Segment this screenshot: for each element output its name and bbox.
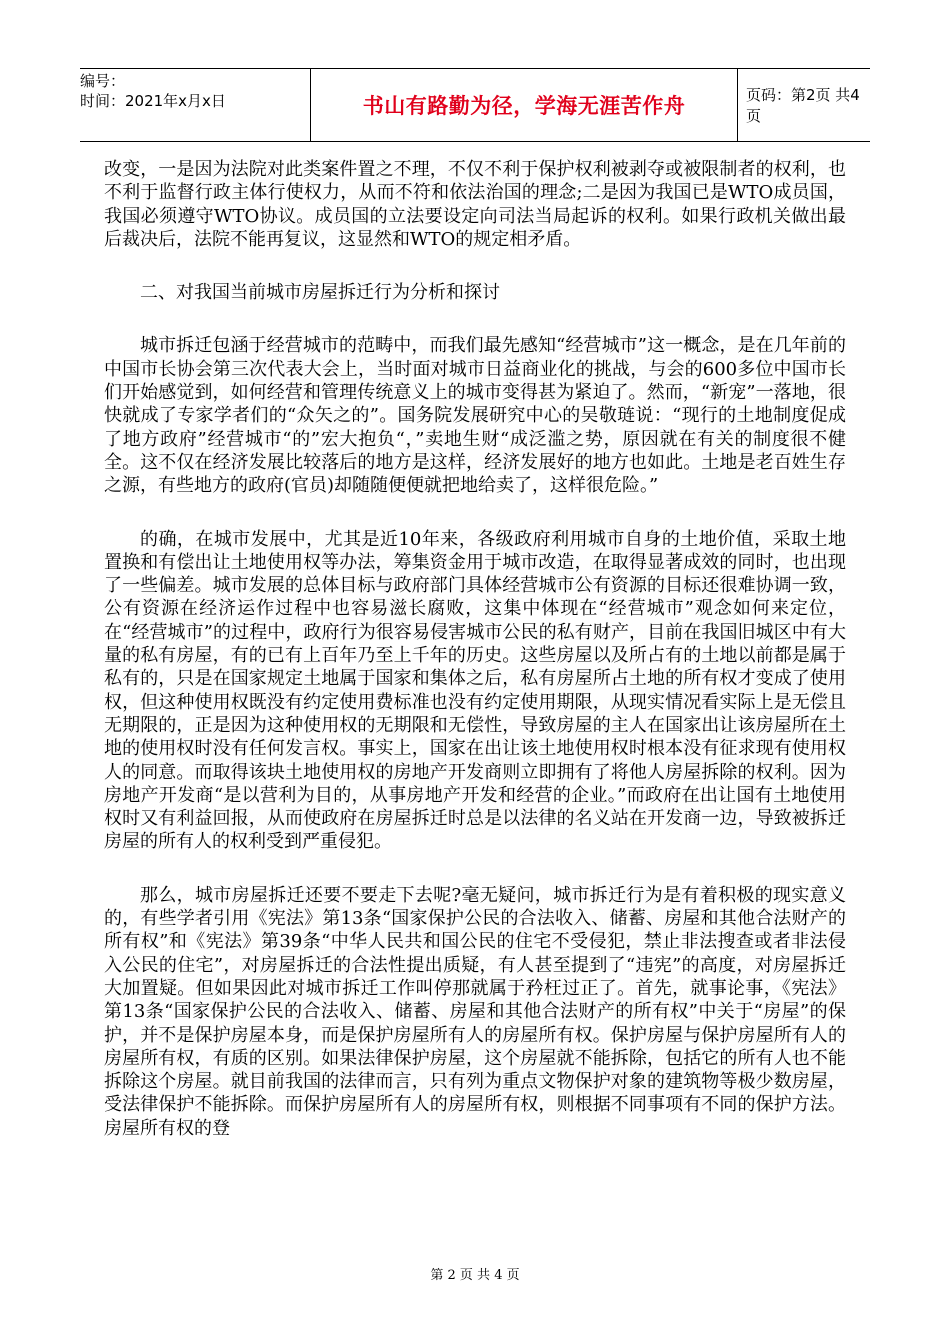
paragraph-continuation: 改变，一是因为法院对此类案件置之不理，不仅不利于保护权利被剥夺或被限制者的权利，也不利于监督行政主体行使权力，从而不符和依法治国的理念;二是因为我国已是WTO成员国，我国必须遵守WTO协议。成员国的立法要设定向司法当局起诉的权利。如果行政机关做出最后裁决后，法院不能再复议，这显然和WTO的规定相矛盾。 — [104, 159, 846, 250]
document-body — [104, 158, 846, 1170]
header-meta — [80, 69, 310, 141]
page-header — [80, 68, 870, 142]
header-motto-cell — [310, 69, 738, 141]
page-footer: 第 2 页 共 4 页 — [430, 1268, 520, 1283]
document-date: 时间：2021年x月x日 — [80, 92, 226, 110]
paragraph: 的确，在城市发展中，尤其是近10年来，各级政府利用城市自身的土地价值，采取土地置换和有偿出让土地使用权等办法，筹集资金用于城市改造，在取得显著成效的同时，也出现了一些偏差。城市发展的总体目标与政府部门具体经营城市公有资源的目标还很难协调一致，公有资源在经济运作过程中也容易滋长腐败，这集中体现在“经营城市”观念如何来定位，在“经营城市”的过程中，政府行为很容易侵害城市公民的私有财产，目前在我国旧城区中有大量的私有房屋，有的已有上百年乃至上千年的历史。这些房屋以及所占有的土地以前都是属于私有的，只是在国家规定土地属于国家和集体之后，私有房屋所占土地的所有权才变成了使用权，但这种使用权既没有约定使用费标准也没有约定使用期限，从现实情况看实际上是无偿且无期限的，正是因为这种使用权的无期限和无偿性，导致房屋的主人在国家出让该房屋所在土地的使用权时没有任何发言权。事实上，国家在出让该土地使用权时根本没有征求现有使用权人的同意。而取得该块土地使用权的房地产开发商则立即拥有了将他人房屋拆除的权利。因为房地产开发商“是以营利为目的，从事房地产开发和经营的企业。”而政府在出让国有土地使用权时又有利益回报，从而使政府在房屋拆迁时总是以法律的名义站在开发商一边，导致被拆迁房屋的所有人的权利受到严重侵犯。 — [104, 528, 846, 853]
header-motto: 书山有路勤为径，学海无涯苦作舟 — [362, 94, 686, 118]
section-heading: 二、对我国当前城市房屋拆迁行为分析和探讨 — [140, 282, 500, 304]
header-page-number: 页码：第2页 共4页 — [746, 86, 860, 125]
document-number-label: 编号： — [80, 72, 126, 90]
paragraph: 那么，城市房屋拆迁还要不要走下去呢?毫无疑问，城市拆迁行为是有着积极的现实意义的，有些学者引用《宪法》第13条“国家保护公民的合法收入、储蓄、房屋和其他合法财产的所有权”和《宪法》第39条“中华人民共和国公民的住宅不受侵犯，禁止非法搜查或者非法侵入公民的住宅”，对房屋拆迁的合法性提出质疑，有人甚至提到了“违宪”的高度，对房屋拆迁大加置疑。但如果因此对城市拆迁工作叫停那就属于矜枉过正了。首先，就事论事，《宪法》第13条“国家保护公民的合法收入、储蓄、房屋和其他合法财产的所有权”中关于“房屋”的保护，并不是保护房屋本身，而是保护房屋所有人的房屋所有权。保护房屋与保护房屋所有人的房屋所有权，有质的区别。如果法律保护房屋，这个房屋就不能拆除，包括它的所有人也不能拆除这个房屋。就目前我国的法律而言，只有列为重点文物保护对象的建筑物等极少数房屋，受法律保护不能拆除。而保护房屋所有人的房屋所有权，则根据不同事项有不同的保护方法。房屋所有权的登 — [104, 884, 846, 1139]
paragraph: 城市拆迁包涵于经营城市的范畴中，而我们最先感知“经营城市”这一概念，是在几年前的中国市长协会第三次代表大会上，当时面对城市日益商业化的挑战，与会的600多位中国市长们开始感觉到，如何经营和管理传统意义上的城市变得甚为紧迫了。然而，“新宠”一落地，很快就成了专家学者们的“众矢之的”。国务院发展研究中心的吴敬琏说：“现行的土地制度促成了地方政府”经营城市“的”宏大抱负“，”卖地生财“成泛滥之势，原因就在有关的制度很不健全。这不仅在经济发展比较落后的地方是这样，经济发展好的地方也如此。土地是老百姓生存之源，有些地方的政府(官员)却随随便便就把地给卖了，这样很危险。” — [104, 335, 846, 497]
